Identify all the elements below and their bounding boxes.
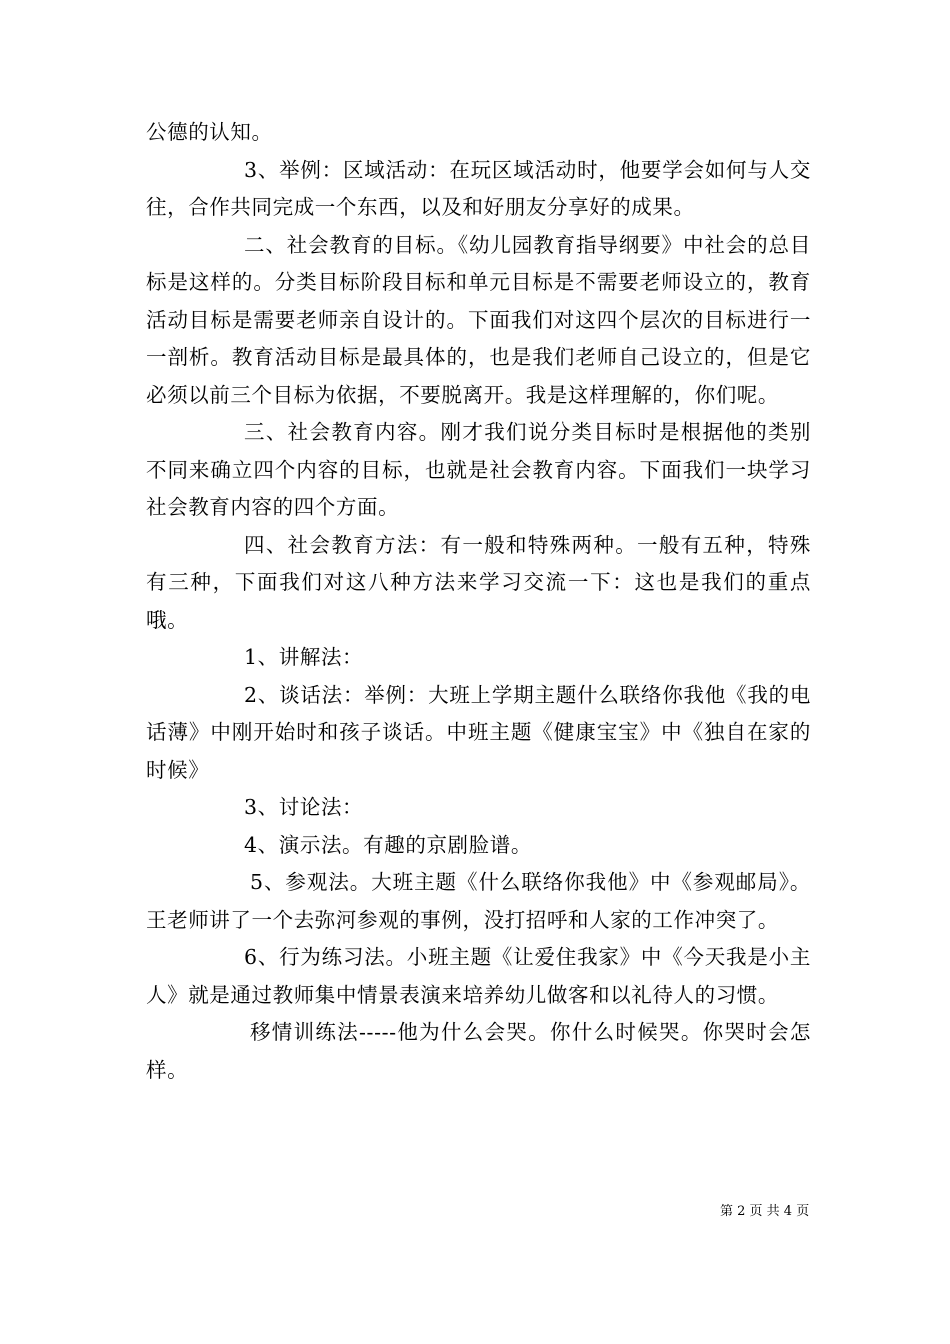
list-item-explanation-method: 1、讲解法： — [244, 645, 364, 669]
paragraph-section-goals: 二、社会教育的目标。《幼儿园教育指导纲要》中社会的总目标是这样的。分类目标阶段目标和单元目标是不需要老师设立的，教育活动目标是需要老师亲自设计的。下面我们对这四个层次的目标进行一一剖析。教育活动目标是最具体的，也是我们老师自己设立的，但是它必须以前三个目标为依据，不要脱离开。我是这样理解的，你们呢。 — [146, 232, 811, 407]
list-item-behavior-practice-method: 6、行为练习法。小班主题《让爱住我家》中《今天我是小主人》就是通过教师集中情景表演来培养幼儿做客和以礼待人的习惯。 — [146, 945, 811, 1007]
list-item-visit-method: 5、参观法。大班主题《什么联络你我他》中《参观邮局》。王老师讲了一个去弥河参观的事例，没打招呼和人家的工作冲突了。 — [146, 870, 811, 932]
paragraph-section-content: 三、社会教育内容。刚才我们说分类目标时是根据他的类别不同来确立四个内容的目标，也就是社会教育内容。下面我们一块学习社会教育内容的四个方面。 — [146, 420, 811, 519]
paragraph-example-regional-activity: 3、举例：区域活动：在玩区域活动时，他要学会如何与人交往，合作共同完成一个东西，以及和好朋友分享好的成果。 — [146, 157, 811, 219]
document-body — [146, 114, 811, 1089]
list-item-conversation-method: 2、谈话法：举例：大班上学期主题什么联络你我他《我的电话薄》中刚开始时和孩子谈话。中班主题《健康宝宝》中《独自在家的时候》 — [146, 682, 811, 782]
paragraph-continuation: 公德的认知。 — [146, 120, 273, 144]
paragraph-section-methods: 四、社会教育方法：有一般和特殊两种。一般有五种，特殊有三种，下面我们对这八种方法来学习交流一下：这也是我们的重点哦。 — [146, 532, 811, 632]
list-item-discussion-method: 3、讨论法： — [244, 795, 364, 819]
list-item-empathy-training-method: 移情训练法-----他为什么会哭。你什么时候哭。你哭时会怎样。 — [146, 1020, 811, 1082]
list-item-demonstration-method: 4、演示法。有趣的京剧脸谱。 — [244, 832, 532, 857]
page-number: 第 2 页 共 4 页 — [720, 1204, 810, 1219]
